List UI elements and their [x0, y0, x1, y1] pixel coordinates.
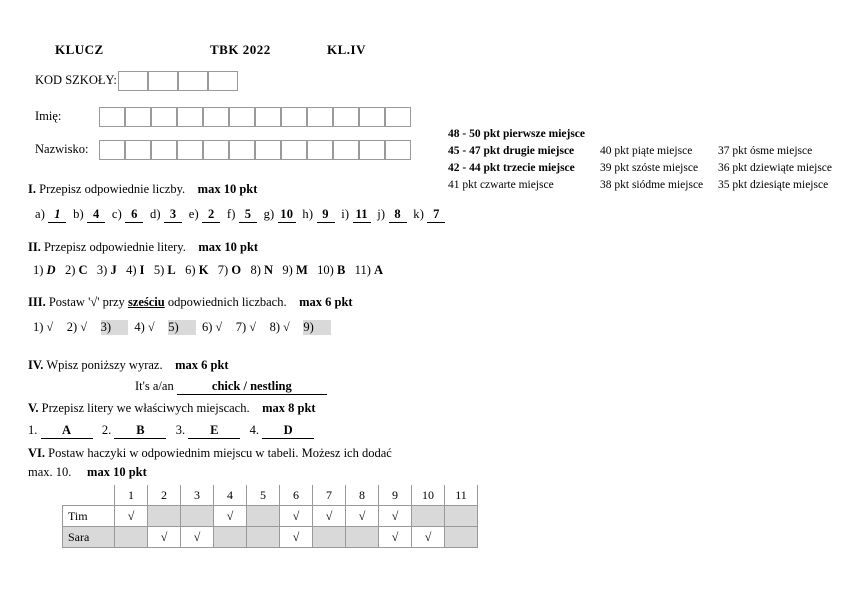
answer-value: E — [188, 423, 240, 439]
task-3-number: III. — [28, 295, 46, 309]
answer-value: D — [46, 263, 56, 277]
answer-value: K — [198, 263, 209, 277]
task-2-answers — [33, 263, 392, 278]
answer-value: D — [262, 423, 314, 439]
task-6-text: Postaw haczyki w odpowiednim miejscu w tabeli. Możesz ich dodać — [48, 446, 392, 460]
checkmark-icon: √ — [80, 320, 87, 334]
checkmark-icon[interactable]: √ — [379, 506, 412, 527]
tick-table-cell[interactable] — [247, 506, 280, 527]
school-code-label: KOD SZKOŁY: — [35, 73, 117, 87]
answer-label: 1) — [33, 263, 47, 277]
answer-value: B — [114, 423, 166, 439]
last-name-cell[interactable] — [281, 140, 307, 160]
checkmark-icon: √ — [215, 320, 223, 334]
task-1-answer-item — [377, 207, 406, 223]
answer-label: d) — [149, 207, 165, 221]
first-name-field[interactable] — [99, 107, 411, 127]
answer-label: 5) — [168, 320, 182, 334]
tick-table-column-header: 10 — [412, 485, 445, 506]
class-level: KL.IV — [327, 42, 366, 57]
tick-table — [62, 485, 478, 548]
answer-value: 10 — [278, 207, 296, 223]
answer-value: B — [336, 263, 346, 277]
task-4-answer — [135, 379, 327, 395]
score-key-line — [448, 126, 838, 143]
task-6-cont-text: max. 10. — [28, 465, 72, 479]
tick-table-cell[interactable] — [214, 527, 247, 548]
task-3-answer-item — [202, 320, 230, 335]
task-1-answer-item — [341, 207, 370, 223]
task-2-answer-item — [126, 263, 144, 278]
answer-value: M — [295, 263, 308, 277]
answer-label: 2) — [66, 320, 81, 334]
answer-label: 7) — [217, 263, 232, 277]
task-1-answer-item — [112, 207, 143, 223]
first-name-cell[interactable] — [281, 107, 307, 127]
table-row — [63, 506, 478, 527]
task-1-answer-item — [189, 207, 220, 223]
tick-table-column-header: 8 — [346, 485, 379, 506]
task-3-answer-item — [134, 320, 162, 335]
task-3-text-c: odpowiednich liczbach. — [164, 295, 287, 309]
last-name-label: Nazwisko: — [35, 142, 89, 156]
answer-label: h) — [302, 207, 317, 221]
school-code-cell[interactable] — [178, 71, 208, 91]
first-name-cell[interactable] — [125, 107, 151, 127]
task-4-answer-value: chick / nestling — [177, 379, 327, 395]
last-name-cell[interactable] — [385, 140, 411, 160]
tick-table-cell[interactable] — [412, 506, 445, 527]
task-4-max-points: max 6 pkt — [175, 358, 229, 372]
task-3-answer-item — [168, 320, 196, 335]
last-name-cell[interactable] — [99, 140, 125, 160]
first-name-cell[interactable] — [307, 107, 333, 127]
task-6-max-points: max 10 pkt — [87, 465, 147, 479]
tick-table-row-label: Tim — [63, 506, 115, 527]
task-3-heading — [28, 295, 353, 310]
answer-label: 6) — [185, 263, 199, 277]
task-3-text-a: Postaw ' — [48, 295, 91, 309]
answer-label: 1) — [33, 320, 47, 334]
task-3-answer-item — [236, 320, 264, 335]
task-3-max-points: max 6 pkt — [299, 295, 353, 309]
checkmark-icon[interactable]: √ — [412, 527, 445, 548]
answer-label: 9) — [303, 320, 317, 334]
checkmark-icon: √ — [90, 295, 98, 309]
last-name-cell[interactable] — [151, 140, 177, 160]
answer-value: 9 — [317, 207, 335, 223]
last-name-cell[interactable] — [177, 140, 203, 160]
task-3-answers — [33, 320, 337, 335]
task-1-answer-item — [264, 207, 296, 223]
tick-table-cell[interactable] — [148, 506, 181, 527]
answer-value: 8 — [389, 207, 407, 223]
checkmark-icon[interactable]: √ — [181, 527, 214, 548]
last-name-field[interactable] — [99, 140, 411, 160]
task-2-answer-item — [218, 263, 241, 278]
score-key-line — [448, 160, 838, 177]
task-4-heading — [28, 358, 229, 373]
checkmark-icon: √ — [283, 320, 290, 334]
school-code-cell[interactable] — [118, 71, 148, 91]
checkmark-icon[interactable]: √ — [214, 506, 247, 527]
answer-label: 6) — [201, 320, 216, 334]
score-key-entry: 41 pkt czwarte miejsce — [448, 179, 554, 191]
answer-value: 2 — [202, 207, 220, 223]
answer-label: c) — [111, 207, 126, 221]
task-1-answers — [35, 207, 452, 223]
task-6-number: VI. — [28, 446, 46, 460]
answer-value: J — [110, 263, 117, 277]
answer-value: A — [373, 263, 384, 277]
checkmark-icon: √ — [249, 320, 256, 334]
task-2-answer-item — [250, 263, 273, 278]
answer-label: 5) — [153, 263, 168, 277]
task-3-answer-item — [303, 320, 331, 335]
tick-table-column-header: 2 — [148, 485, 181, 506]
first-name-label: Imię: — [35, 109, 62, 123]
score-key-entry: 45 - 47 pkt drugie miejsce — [448, 145, 575, 157]
task-1-number: I. — [28, 182, 36, 196]
last-name-cell[interactable] — [307, 140, 333, 160]
task-2-answer-item — [317, 263, 345, 278]
task-2-text: Przepisz odpowiednie litery. — [43, 240, 186, 254]
answer-label: 2. — [101, 423, 115, 437]
tick-table-header-row — [63, 485, 478, 506]
task-5-answer-item — [102, 423, 167, 439]
first-name-cell[interactable] — [203, 107, 229, 127]
checkmark-icon[interactable]: √ — [148, 527, 181, 548]
answer-label: 3. — [175, 423, 189, 437]
first-name-cell[interactable] — [333, 107, 359, 127]
first-name-cell[interactable] — [229, 107, 255, 127]
task-1-max-points: max 10 pkt — [197, 182, 258, 196]
answer-label: 7) — [235, 320, 250, 334]
answer-value: 3 — [164, 207, 182, 223]
task-5-answer-item — [250, 423, 315, 439]
first-name-cell[interactable] — [359, 107, 385, 127]
task-5-answers — [28, 423, 324, 439]
checkmark-icon[interactable]: √ — [379, 527, 412, 548]
answer-value: 6 — [125, 207, 143, 223]
score-key-entry: 37 pkt ósme miejsce — [718, 145, 813, 157]
answer-label: i) — [341, 207, 353, 221]
task-2-answer-item — [97, 263, 117, 278]
task-2-max-points: max 10 pkt — [198, 240, 259, 254]
task-2-answer-item — [185, 263, 208, 278]
score-key-line — [448, 177, 838, 194]
task-5-answer-item — [28, 423, 93, 439]
task-2-heading — [28, 240, 258, 255]
task-5-heading — [28, 401, 316, 416]
task-3-underlined-word: sześciu — [127, 295, 165, 309]
task-4-number: IV. — [28, 358, 44, 372]
answer-value: 4 — [87, 207, 105, 223]
answer-label: 4) — [134, 320, 148, 334]
tick-table-cell[interactable] — [445, 506, 478, 527]
task-6-heading — [28, 446, 392, 461]
exam-name: TBK 2022 — [210, 42, 271, 57]
answer-value: 1 — [48, 207, 66, 223]
answer-label: 9) — [282, 263, 296, 277]
score-key — [448, 126, 838, 194]
answer-label: a) — [35, 207, 49, 221]
answer-value: C — [78, 263, 88, 277]
task-2-answer-item — [355, 263, 383, 278]
first-name-cell[interactable] — [151, 107, 177, 127]
answer-label: 11) — [354, 263, 374, 277]
answer-value: L — [167, 263, 176, 277]
task-2-answer-item — [65, 263, 88, 278]
score-key-entry: 38 pkt siódme miejsce — [600, 179, 704, 191]
tick-table-column-header: 5 — [247, 485, 280, 506]
score-key-entry: 36 pkt dziewiąte miejsce — [718, 162, 833, 174]
tick-table-corner — [63, 485, 115, 506]
answer-value: O — [231, 263, 242, 277]
tick-table-cell[interactable] — [346, 527, 379, 548]
checkmark-icon[interactable]: √ — [280, 506, 313, 527]
task-4-prefix: It's a/an — [135, 379, 174, 393]
checkmark-icon[interactable]: √ — [313, 506, 346, 527]
task-5-max-points: max 8 pkt — [262, 401, 316, 415]
first-name-cell[interactable] — [255, 107, 281, 127]
task-1-answer-item — [413, 207, 445, 223]
tick-table-column-header: 7 — [313, 485, 346, 506]
school-code-cell[interactable] — [148, 71, 178, 91]
tick-table-cell[interactable] — [181, 506, 214, 527]
answer-label: e) — [188, 207, 203, 221]
answer-value: 11 — [353, 207, 371, 223]
answer-label: f) — [226, 207, 239, 221]
task-2-answer-item — [282, 263, 307, 278]
last-name-cell[interactable] — [125, 140, 151, 160]
task-2-answer-item — [33, 263, 56, 278]
task-5-answer-item — [176, 423, 241, 439]
task-1-answer-item — [302, 207, 334, 223]
last-name-cell[interactable] — [203, 140, 229, 160]
school-code-field[interactable] — [118, 71, 238, 91]
answer-value: 7 — [427, 207, 445, 223]
answer-label: 2) — [64, 263, 79, 277]
tick-table-cell[interactable] — [445, 527, 478, 548]
task-5-number: V. — [28, 401, 39, 415]
task-2-number: II. — [28, 240, 41, 254]
tick-table-cell[interactable] — [115, 527, 148, 548]
answer-value: 5 — [239, 207, 257, 223]
task-3-answer-item — [270, 320, 298, 335]
tick-table-column-header: 1 — [115, 485, 148, 506]
page-title: KLUCZ — [55, 42, 104, 57]
answer-value: A — [41, 423, 93, 439]
checkmark-icon[interactable]: √ — [115, 506, 148, 527]
tick-table-column-header: 9 — [379, 485, 412, 506]
tick-table-column-header: 4 — [214, 485, 247, 506]
last-name-cell[interactable] — [359, 140, 385, 160]
answer-value: N — [264, 263, 274, 277]
tick-table-column-header: 6 — [280, 485, 313, 506]
tick-table-column-header: 11 — [445, 485, 478, 506]
answer-label: 4) — [126, 263, 140, 277]
tick-table-wrapper — [62, 485, 478, 548]
answer-label: j) — [377, 207, 389, 221]
tick-table-column-header: 3 — [181, 485, 214, 506]
checkmark-icon: √ — [147, 320, 155, 334]
checkmark-icon: √ — [46, 320, 54, 334]
task-2-answer-item — [154, 263, 176, 278]
answer-label: 1. — [28, 423, 41, 437]
last-name-cell[interactable] — [333, 140, 359, 160]
answer-label: 10) — [317, 263, 337, 277]
task-3-answer-item — [101, 320, 129, 335]
task-1-answer-item — [35, 207, 66, 223]
first-name-cell[interactable] — [177, 107, 203, 127]
task-5-text: Przepisz litery we właściwych miejscach. — [41, 401, 250, 415]
checkmark-icon[interactable]: √ — [280, 527, 313, 548]
answer-label: 4. — [249, 423, 263, 437]
checkmark-icon[interactable]: √ — [346, 506, 379, 527]
answer-value: I — [139, 263, 145, 277]
tick-table-cell[interactable] — [247, 527, 280, 548]
task-1-text: Przepisz odpowiednie liczby. — [39, 182, 186, 196]
tick-table-cell[interactable] — [313, 527, 346, 548]
score-key-line — [448, 143, 838, 160]
answer-label: b) — [73, 207, 88, 221]
answer-label: 3) — [100, 320, 115, 334]
last-name-cell[interactable] — [229, 140, 255, 160]
task-4-text: Wpisz poniższy wyraz. — [46, 358, 163, 372]
task-3-answer-item — [67, 320, 95, 335]
answer-label: 3) — [96, 263, 111, 277]
answer-label: k) — [413, 207, 428, 221]
task-1-answer-item — [73, 207, 105, 223]
score-key-entry: 35 pkt dziesiąte miejsce — [718, 179, 829, 191]
first-name-cell[interactable] — [99, 107, 125, 127]
score-key-entry: 42 - 44 pkt trzecie miejsce — [448, 162, 575, 174]
school-code-cell[interactable] — [208, 71, 238, 91]
score-key-entry: 40 pkt piąte miejsce — [600, 145, 693, 157]
task-1-heading — [28, 182, 257, 197]
score-key-entry: 39 pkt szóste miejsce — [600, 162, 699, 174]
answer-label: g) — [263, 207, 278, 221]
task-1-answer-item — [227, 207, 257, 223]
task-6-continuation — [28, 465, 147, 480]
table-row — [63, 527, 478, 548]
first-name-cell[interactable] — [385, 107, 411, 127]
score-key-entry: 48 - 50 pkt pierwsze miejsce — [448, 128, 586, 140]
answer-label: 8) — [269, 320, 284, 334]
task-3-answer-item — [33, 320, 61, 335]
task-1-answer-item — [150, 207, 182, 223]
answer-label: 8) — [250, 263, 264, 277]
last-name-cell[interactable] — [255, 140, 281, 160]
tick-table-row-label: Sara — [63, 527, 115, 548]
task-3-text-b: ' przy — [97, 295, 128, 309]
